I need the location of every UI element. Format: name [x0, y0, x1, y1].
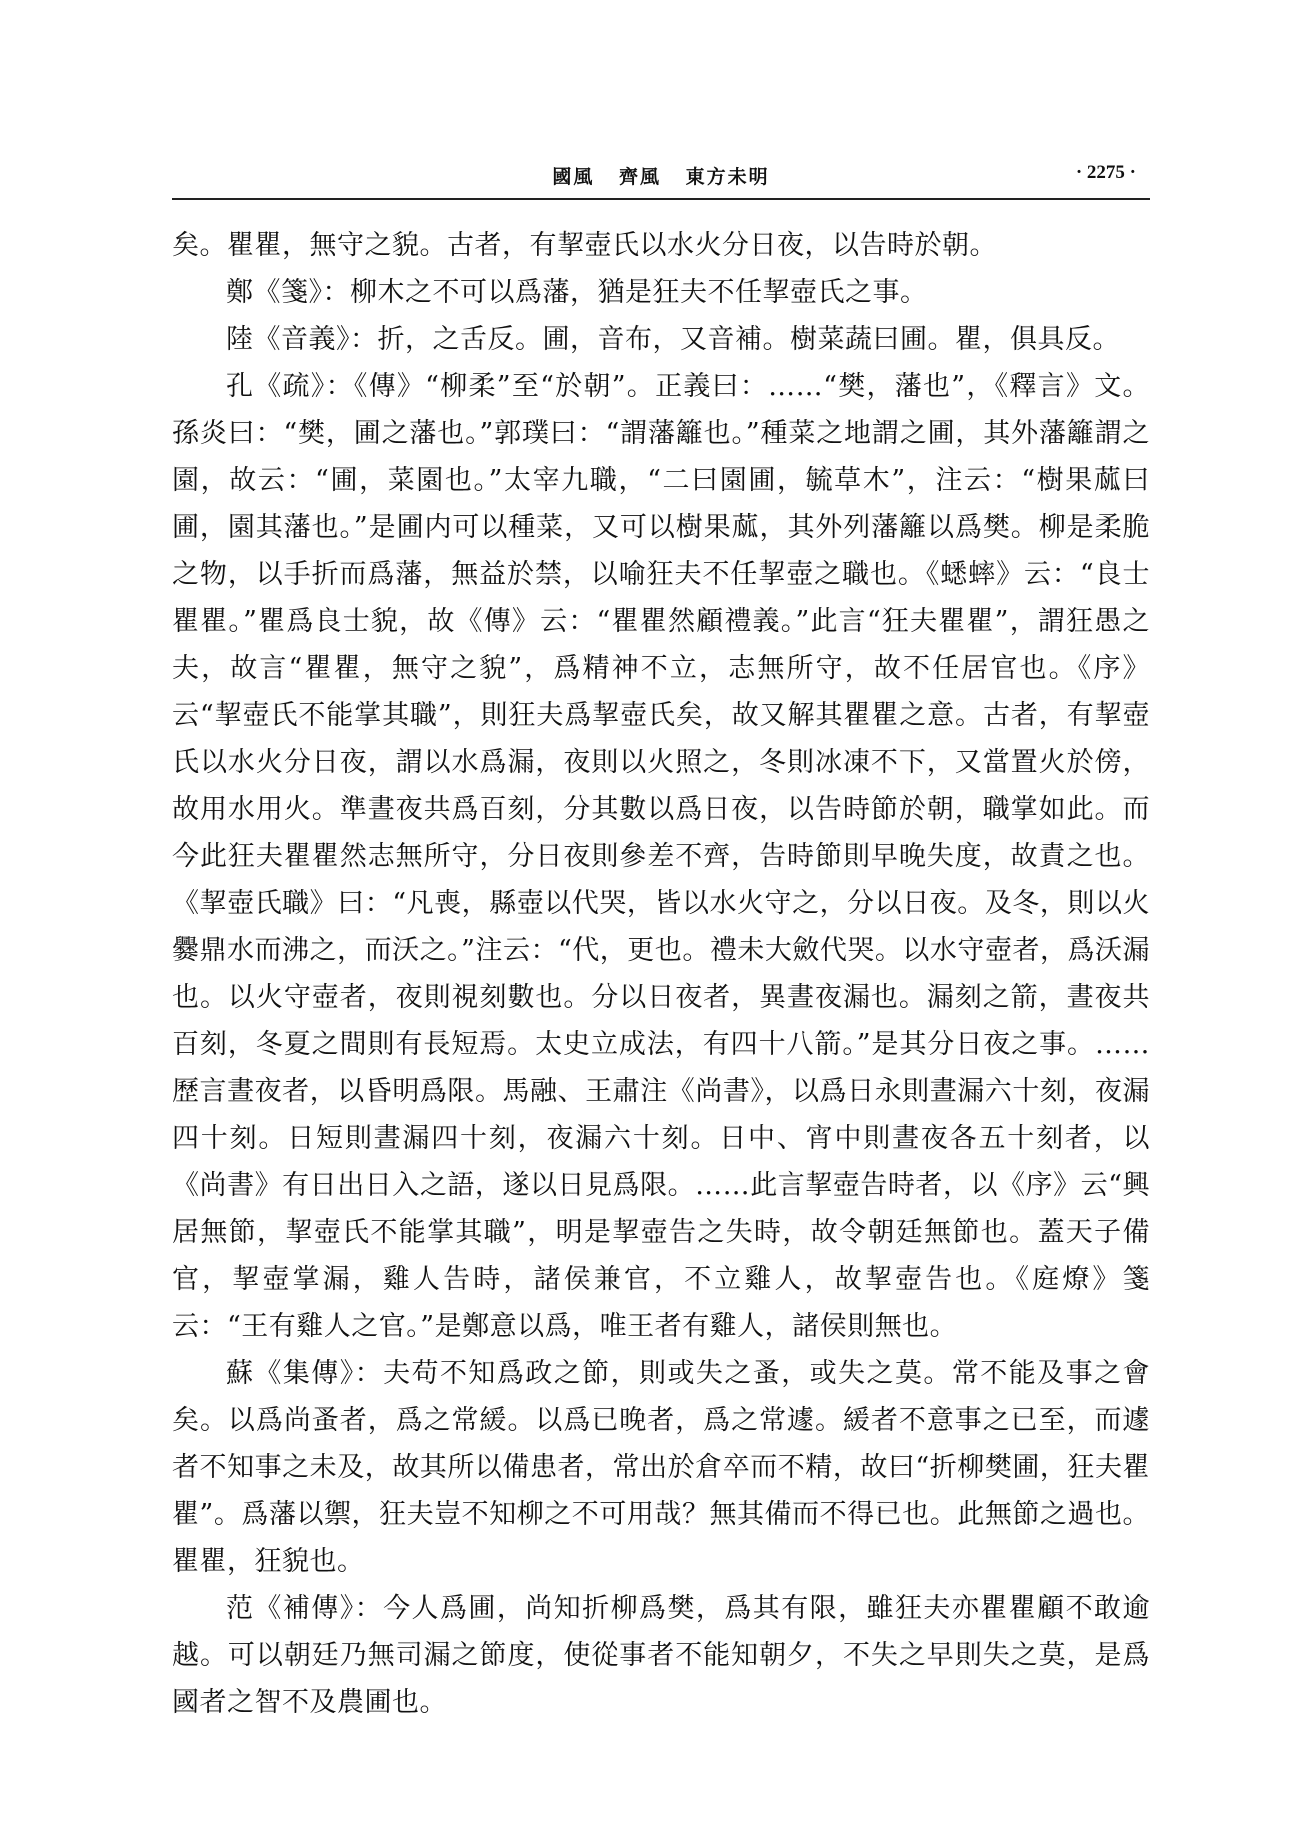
paragraph-kong-shu: 孔《疏》：《傳》“柳柔”至“於朝”。正義曰：……“樊，藩也”，《釋言》文。孫炎曰：“樊，圃之藩也。”郭璞曰：“謂藩籬也。”種菜之地謂之圃，其外藩籬謂之園，故云：“圃，菜園也。”太宰九職，“二曰園圃，毓草木”，注云：“樹果蓏曰圃，園其藩也。”是圃内可以種菜，又可以樹果蓏，其外列藩籬以爲樊。柳是柔脆之物，以手折而爲藩，無益於禁，以喻狂夫不任挈壺之職也。《蟋蟀》云：“良士瞿瞿。”瞿爲良士貌，故《傳》云：“瞿瞿然顧禮義。”此言“狂夫瞿瞿”，謂狂愚之夫，故言“瞿瞿，無守之貌”，爲精神不立，志無所守，故不任居官也。《序》云“挈壺氏不能掌其職”，則狂夫爲挈壺氏矣，故又解其瞿瞿之意。古者，有挈壺氏以水火分日夜，謂以水爲漏，夜則以火照之，冬則冰凍不下，又當置火於傍，故用水用火。準晝夜共爲百刻，分其數以爲日夜，以告時節於朝，職掌如此。而今此狂夫瞿瞿然志無所守，分日夜則參差不齊，告時節則早晚失度，故責之也。《挈壺氏職》曰：“凡喪，縣壺以代哭，皆以水火守之，分以日夜。及冬，則以火爨鼎水而沸之，而沃之。”注云：“代，更也。禮未大斂代哭。以水守壺者，爲沃漏也。以火守壺者，夜則視刻數也。分以日夜者，異晝夜漏也。漏刻之箭，晝夜共百刻，冬夏之間則有長短焉。太史立成法，有四十八箭。”是其分日夜之事。……歷言晝夜者，以昏明爲限。馬融、王肅注《尚書》，以爲日永則晝漏六十刻，夜漏四十刻。日短則晝漏四十刻，夜漏六十刻。日中、宵中則晝夜各五十刻者，以《尚書》有日出日入之語，遂以日見爲限。……此言挈壺告時者，以《序》云“興居無節，挈壺氏不能掌其職”，明是挈壺告之失時，故令朝廷無節也。蓋天子備官，挈壺掌漏，雞人告時，諸侯兼官，不立雞人，故挈壺告也。《庭燎》箋云：“王有雞人之官。”是鄭意以爲，唯王者有雞人，諸侯則無也。: [172, 371, 1150, 1342]
header-section-qifeng: 齊風: [618, 166, 661, 188]
paragraph-zheng-jian: 鄭《箋》：柳木之不可以爲藩，猶是狂夫不任挈壺氏之事。: [226, 277, 928, 308]
paragraph-lu-yinyi: 陸《音義》：折，之舌反。圃，音布，又音補。樹菜蔬曰圃。瞿，俱具反。: [226, 324, 1120, 355]
header-section-dongfangweiming: 東方未明: [685, 166, 770, 188]
header-divider: [172, 198, 1150, 200]
paragraph-su-jizhuan: 蘇《集傳》：夫苟不知爲政之節，則或失之蚤，或失之莫。常不能及事之會矣。以爲尚蚤者，爲之常緩。以爲已晚者，爲之常遽。緩者不意事之已至，而遽者不知事之未及，故其所以備患者，常出於倉卒而不精，故曰“折柳樊圃，狂夫瞿瞿”。爲藩以禦，狂夫豈不知柳之不可用哉？無其備而不得已也。此無節之過也。瞿瞿，狂貌也。: [172, 1358, 1150, 1577]
main-text: [172, 222, 1150, 1726]
header-title: [172, 162, 1150, 189]
paragraph-fan-buzhuan: 范《補傳》：今人爲圃，尚知折柳爲樊，爲其有限，雖狂夫亦瞿瞿顧不敢逾越。可以朝廷乃無司漏之節度，使從事者不能知朝夕，不失之早則失之莫，是爲國者之智不及農圃也。: [172, 1593, 1150, 1718]
running-header: [172, 162, 1150, 196]
header-section-guofeng: 國風: [552, 166, 595, 188]
paragraph-continuation: 矣。瞿瞿，無守之貌。古者，有挈壺氏以水火分日夜，以告時於朝。: [172, 230, 997, 261]
page-number: · 2275 ·: [1075, 162, 1136, 183]
